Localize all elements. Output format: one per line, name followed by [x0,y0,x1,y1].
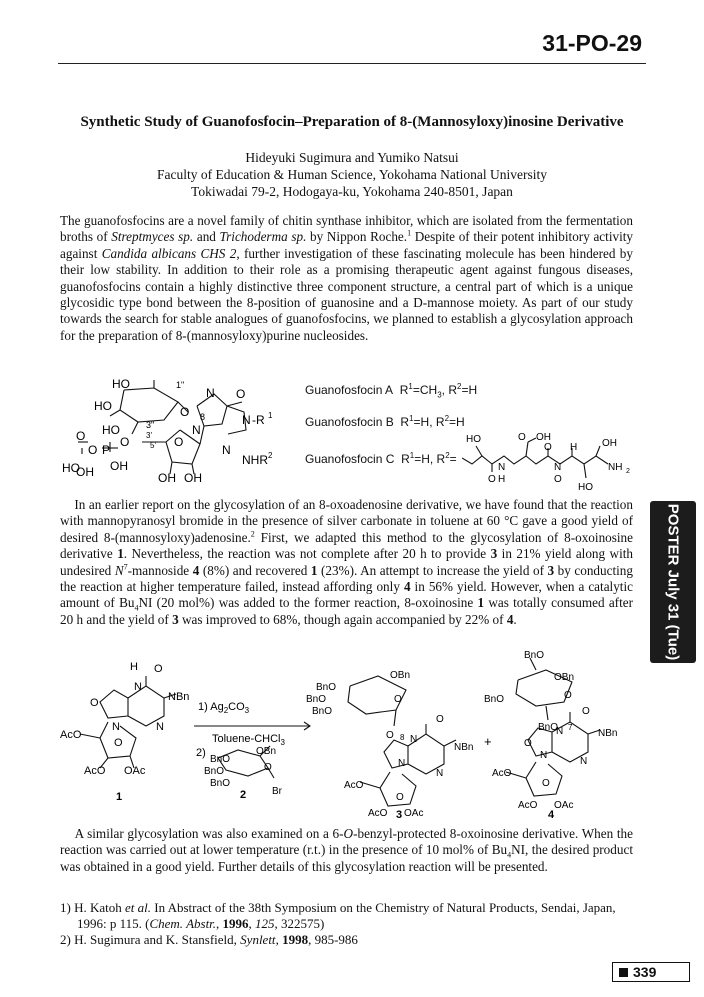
label: OBn [554,672,575,683]
label: O [90,697,99,709]
label: O [264,762,272,773]
label: 5' [150,441,156,450]
label: 1 [268,411,273,420]
compound-number-3: 3 [396,809,403,818]
label: OBn [256,746,277,757]
label: NH [608,462,623,473]
label: OH [536,432,551,443]
condition-step-2: 2) [196,747,206,759]
label: O [88,443,98,457]
compound-a: Guanofosfocin A $R^1=CH_3$, $R^2=H$ [305,382,478,400]
page-number-box [612,962,690,982]
label: N [498,462,506,473]
compound-b: Guanofosfocin B $R^1=H$, $R^2=H$ [305,414,465,429]
label: NHR [242,453,268,467]
label: NBn [454,742,474,753]
label: O [436,714,444,725]
label: AcO [60,729,82,741]
label: OBn [390,670,411,681]
label: NBn [598,728,618,739]
label: O [488,474,496,485]
references [60,900,640,948]
plus-sign: + [484,734,492,749]
label: BnO [484,694,505,705]
label: O [524,738,532,749]
compound-c: Guanofosfocin C $R^1=H$, $R^2=$ [305,451,457,466]
label: BnO [312,706,333,717]
reference-1: 1) H. Katoh et al. In Abstract of the 38th Symposium on the Chemistry of Natural Products, Sendai, Japan, 1996: p 115. (Chem. Abstr., 1996, 125, 322575) [60,900,616,931]
label: 3' [146,431,152,440]
label: -R [252,413,265,427]
label: O [154,663,163,675]
label: OH [76,465,94,479]
paragraph-results: In an earlier report on the glycosylation of an 8-oxoadenosine derivative, we have found that the reaction with mannopyranosyl bromide in the presence of silver carbonate in toluene at 60 °C gave a good yield of desired 8-(mannosyloxy)adenosine.$^2$ First, we adapted this method to the glycosylation of 8-oxoinosine derivative 1. Nevertheless, the reaction was not complete after 20 h to provide 3 in 21% yield along with undesired $N^7$-mannoside 4 (8%) and recovered 1 (23%). An attempt to increase the yield of 3 by conducting the reaction at higher temperature failed, instead affording only 4 in 56% yield. However, when a catalytic amount of $Bu_4NI$ (20 mol%) was added to the former reaction, 8-oxoinosine 1 was totally consumed after 20 h and the yield of 3 was improved to 68%, though again accompanied by 22% of 4. [60,497,634,627]
label: H [130,661,138,673]
label: BnO [210,778,231,789]
paragraph-intro: The guanofosfocins are a novel family of chitin synthase inhibitor, which are isolated from the fermentation broths of Streptmyces sp. and Trichoderma sp. by Nippon Roche.$^1$ Despite of their potent inhibitory activity against Candida albicans CHS 2, further investigation of these fascinating molecule has been hindered by their low stability. In addition to their role as a promising therapeutic agent against fungous diseases, guanofosfocins contain a highly distinctive three component structure, a central part of which is a unique glycosidic type bond between the 8-position of guanosine and a D-mannose moiety. As part of our study towards the search for stable analogues of guanofosfocins, we planned to establish a glycosylation approach for the preparation of 8-(mannosyloxy)purine nucleosides. [60,213,633,343]
label: 2 [626,468,630,475]
label: AcO [492,768,512,779]
label: O [120,435,130,449]
label: O [236,387,246,401]
label: 3" [146,420,155,430]
label: O [174,435,184,449]
label: N [242,413,251,427]
label: N [398,758,406,769]
label: OH [602,438,617,449]
label: HO [466,434,481,445]
label: N [222,443,231,457]
label: N [436,768,444,779]
affiliation: Faculty of Education & Human Science, Yokohama National University [157,167,547,182]
label: Br [272,786,282,797]
label: O [542,778,550,789]
header-rule [58,63,646,64]
label: AcO [84,765,106,777]
label: O [386,730,394,741]
label: O [76,429,86,443]
label: N [206,386,215,400]
label: N [554,462,562,473]
solvent: Toluene-CHCl$_3$ [212,733,285,747]
poster-side-tab: POSTER July 31 (Tue) [650,501,696,663]
label: O [554,474,562,485]
label: 2 [268,451,273,460]
label: BnO [204,766,225,777]
label: OH [110,459,128,473]
label: O [564,690,572,701]
label: HO [94,399,112,413]
guanofosfocin-structure [62,372,302,490]
paper-title: Synthetic Study of Guanofosfocin–Preparation of 8-(Mannosyloxy)inosine Derivative [80,114,624,130]
page-number: 339 [633,964,657,980]
address: Tokiwadai 79-2, Hodogaya-ku, Yokohama 240-8501, Japan [191,184,513,199]
compound-number-1: 1 [116,791,123,803]
label: AcO [518,800,538,811]
label: BnO [524,650,545,661]
label: N [580,756,588,767]
label: BnO [306,694,327,705]
label: OAc [554,800,574,811]
label: OAc [404,808,424,818]
label: OAc [124,765,146,777]
paragraph-conclusion: A similar glycosylation was also examined on a 6-O-benzyl-protected 8-oxoinosine derivative. When the reaction was carried out at lower temperature (r.t.) in the presence of 10 mol% of $Bu_4NI$, the desired product was obtained in a good yield. Further details of this glycosylation reaction will be presented. [60,826,633,874]
label: AcO [368,808,388,818]
label: O [114,737,123,749]
label: HO [62,461,80,475]
label: OH [158,471,176,485]
label: H [570,442,578,453]
label: N [112,721,120,733]
label: AcO [344,780,364,791]
reference-2: 2) H. Sugimura and K. Stansfield, Synlett, 1998, 985-986 [60,932,358,947]
label: N [192,423,201,437]
label: O [582,706,590,717]
authors: Hideyuki Sugimura and Yumiko Natsui [245,150,459,165]
label: 8 [400,733,405,742]
label: 8 [200,412,206,422]
label: N [556,726,564,737]
compound-number-4: 4 [548,809,555,818]
label: BnO [210,754,231,765]
label: N [156,721,164,733]
label: P [102,443,111,457]
label: O [518,432,526,443]
side-chain-structure [462,428,642,494]
glycosylation-scheme [60,650,640,818]
label: HO [102,423,120,437]
label: HO [578,482,593,493]
label: BnO [538,722,559,733]
label: O [396,792,404,803]
label: O [394,694,402,705]
abstract-code: 31-PO-29 [542,30,642,56]
label: N [410,734,418,745]
square-marker-icon [619,968,628,977]
label: N [134,681,142,693]
label: BnO [316,682,337,693]
label: 7 [568,723,573,732]
label: NBn [168,691,190,703]
condition-step-1: 1) $Ag_2CO_3$ [198,701,250,715]
label: O [180,405,190,419]
label: HO [112,377,130,391]
compound-number-2: 2 [240,789,247,801]
label: O [544,442,552,453]
label: 1" [176,380,185,390]
label: H [498,474,506,485]
label: N [540,750,548,761]
label: OH [184,471,202,485]
